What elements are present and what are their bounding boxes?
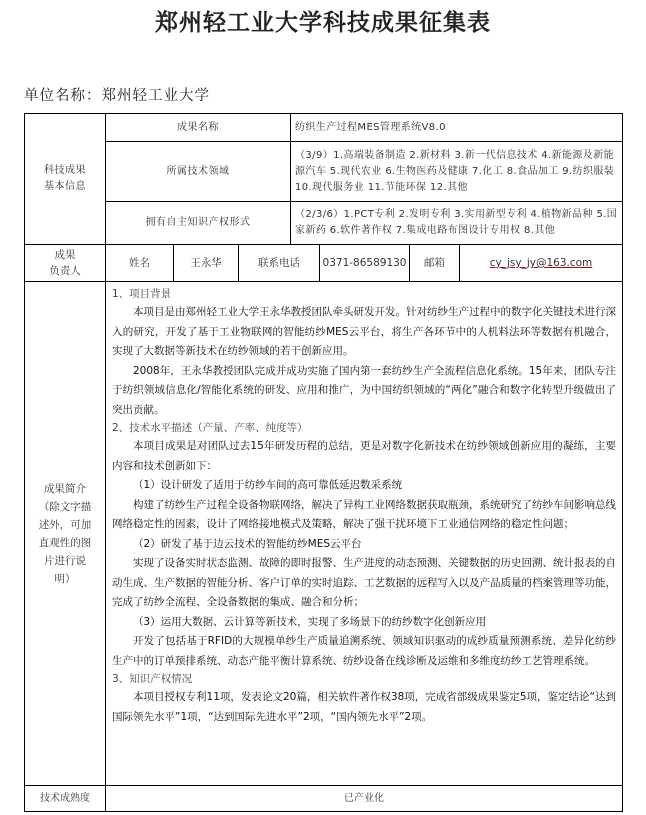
paragraph-background-1: 本项目是由郑州轻工业大学王永华教授团队牵头研发开发。针对纺纱生产过程中的数字化关键技术进行深入的研究，开发了基于工业物联网的智能纺纱MES云平台，将生产各环节中的人机料法环等数据有机融合，实现了大数据等新技术在纺纱领域的若干创新应用。 xyxy=(112,306,617,357)
owner-name-value: 王永华 xyxy=(174,245,239,282)
field-value: （3/9）1.高端装备制造 2.新材料 3.新一代信息技术 4.新能源及新能源汽车 5.现代农业 6.生物医药及健康 7.化工 8.食品加工 9.纺织服装 10.现代服务业 11.节能环保 12.其他 xyxy=(291,142,623,202)
email-value xyxy=(460,245,623,282)
paragraph-technology-intro: 本项目成果是对团队过去15年研发历程的总结，更是对数字化新技术在纺纱领域创新应用的凝练，主要内容和技术创新如下： xyxy=(112,440,617,472)
org-line xyxy=(24,84,210,105)
summary-label-6: 明） xyxy=(54,572,76,585)
owner-name-label: 姓名 xyxy=(106,245,174,282)
row-owner xyxy=(25,245,623,282)
paragraph-technology-2: 实现了设备实时状态监测、故障的即时报警、生产进度的动态预测、关键数据的历史回溯、统计报表的自动生成、生产数据的智能分析、客户订单的实时追踪、工艺数据的远程写入以及产品质量的档案管理等功能，完成了纺纱全流程、全设备数据的集成、融合和分析； xyxy=(112,557,617,608)
subheading-2: （2）研发了基于边云技术的智能纺纱MES云平台 xyxy=(133,537,362,550)
maturity-label: 技术成熟度 xyxy=(25,786,106,812)
section-heading-ip: 3、知识产权情况 xyxy=(112,673,193,685)
summary-label-3: 述外，可加 xyxy=(38,518,92,531)
section-heading-technology: 2、技术水平描述（产量、产率、纯度等） xyxy=(112,422,308,434)
summary-label-1: 成果简介 xyxy=(44,482,86,495)
summary-content xyxy=(106,282,623,786)
ip-value: （2/3/6）1.PCT专利 2.发明专利 3.实用新型专利 4.植物新品种 5.国家新药 6.软件著作权 7.集成电路布图设计专用权 8.其他 xyxy=(291,202,623,245)
phone-label: 联系电话 xyxy=(239,245,320,282)
achievement-table xyxy=(24,113,623,812)
row-ip xyxy=(25,202,623,245)
basic-info-label-1: 科技成果 xyxy=(44,165,86,176)
paragraph-technology-1: 构建了纺纱生产过程全设备物联网络，解决了异构工业网络数据获取瓶颈，系统研究了纺纱车间影响总线网络稳定性的因素，设计了网络接地模式及策略，解决了强干扰环境下工业通信网络的稳定性问题； xyxy=(112,498,617,530)
summary-label-2: （除文字描 xyxy=(38,500,92,513)
summary-label-4: 直观性的图 xyxy=(38,536,92,549)
org-value: 郑州轻工业大学 xyxy=(101,88,210,104)
row-maturity xyxy=(25,786,623,812)
basic-info-label xyxy=(25,114,106,245)
row-name xyxy=(25,114,623,142)
org-label: 单位名称： xyxy=(24,88,102,104)
paragraph-ip: 本项目授权专利11项，发表论文20篇，相关软件著作权38项，完成省部级成果鉴定5项，鉴定结论“达到国际领先水平”1项，“达到国际先进水平”2项，“国内领先水平”2项。 xyxy=(112,691,617,723)
subheading-3: （3）运用大数据、云计算等新技术，实现了多场景下的纺纱数字化创新应用 xyxy=(133,615,487,628)
name-value: 纺织生产过程MES管理系统V8.0 xyxy=(291,114,623,142)
ip-label: 拥有自主知识产权形式 xyxy=(106,202,291,245)
row-summary xyxy=(25,282,623,786)
basic-info-label-2: 基本信息 xyxy=(44,181,86,192)
email-label: 邮箱 xyxy=(410,245,460,282)
email-link[interactable]: cy_jsy_jy@163.com xyxy=(489,257,593,269)
owner-label-1: 成果 xyxy=(54,249,76,261)
owner-label-2: 负责人 xyxy=(49,265,81,277)
paragraph-technology-3: 开发了包括基于RFID的大规模单纱生产质量追溯系统、领域知识驱动的成纱质量预测系统、差异化纺纱生产中的订单预排系统、动态产能平衡计算系统、纺纱设备在线诊断及运维和多维度纺纱工艺管理系统。 xyxy=(112,635,617,667)
name-label: 成果名称 xyxy=(106,114,291,142)
field-label: 所属技术领域 xyxy=(106,142,291,202)
paragraph-background-2: 2008年，王永华教授团队完成并成功实施了国内第一套纺纱生产全流程信息化系统。15年来，团队专注于纺织领域信息化/智能化系统的研发、应用和推广，为中国纺织领域的“两化”融合和数字化转型升级做出了突出贡献。 xyxy=(112,364,617,416)
section-heading-background: 1、项目背景 xyxy=(112,288,172,300)
owner-label xyxy=(25,245,106,282)
row-field xyxy=(25,142,623,202)
summary-label xyxy=(25,282,106,786)
summary-label-5: 片进行说 xyxy=(44,554,86,567)
phone-value: 0371-86589130 xyxy=(320,245,410,282)
maturity-value: 已产业化 xyxy=(106,786,623,812)
subheading-1: （1）设计研发了适用于纺纱车间的高可靠低延迟数采系统 xyxy=(133,479,403,491)
page-title: 郑州轻工业大学科技成果征集表 xyxy=(155,9,491,36)
